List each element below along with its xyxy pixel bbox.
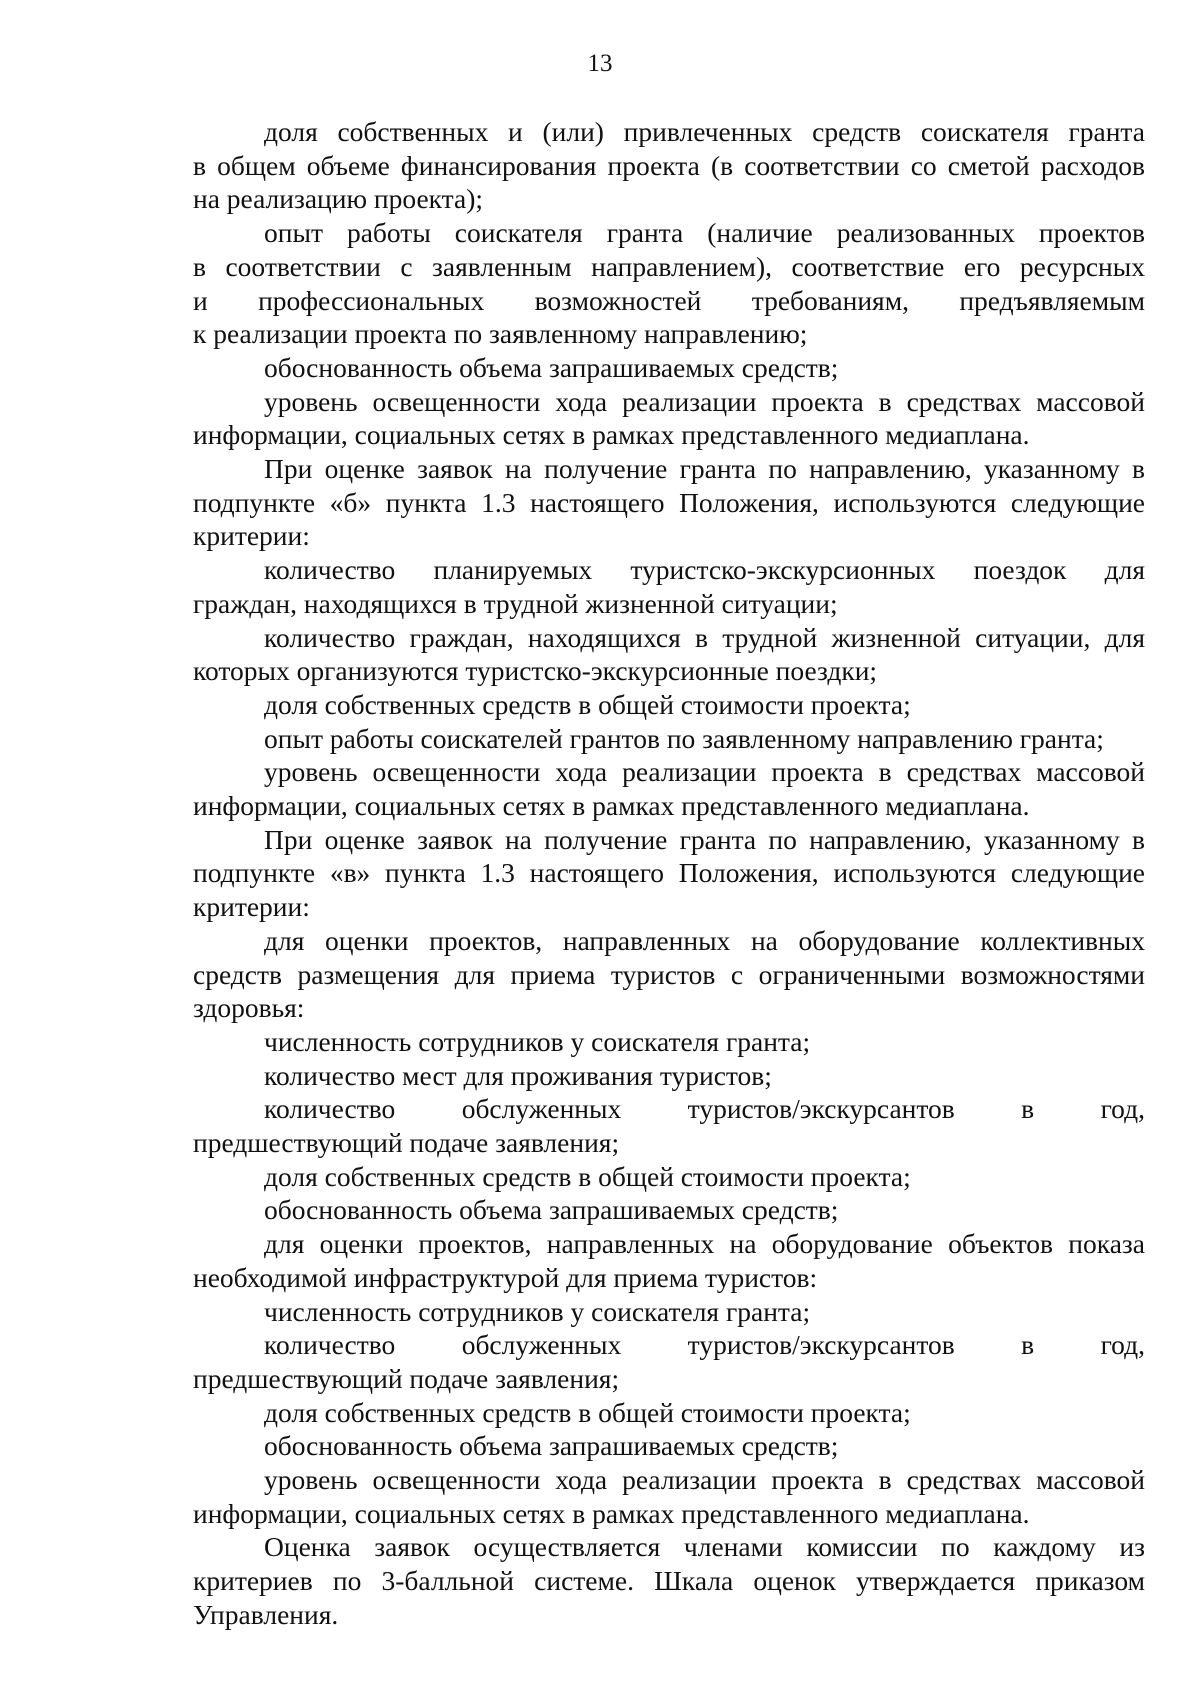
text-line: доля собственных средств в общей стоимости проекта; <box>264 688 911 720</box>
page-number: 13 <box>587 50 613 77</box>
text-line: подпункте «б» пункта 1.3 настоящего Положения, используются следующие <box>193 486 1145 518</box>
text-line: критерии: <box>193 891 310 923</box>
text-line: численность сотрудников у соискателя гранта; <box>264 1025 811 1057</box>
text-line: опыт работы соискателя гранта (наличие реализованных проектов <box>264 217 1145 249</box>
text-line: в общем объеме финансирования проекта (в соответствии со сметой расходов <box>193 149 1145 181</box>
text-line: к реализации проекта по заявленному направлению; <box>193 318 808 350</box>
text-line: уровень освещенности хода реализации проекта в средствах массовой <box>264 385 1145 417</box>
text-line: При оценке заявок на получение гранта по направлению, указанному в <box>264 823 1145 855</box>
text-line: При оценке заявок на получение гранта по направлению, указанному в <box>264 453 1145 484</box>
text-line: необходимой инфраструктурой для приема туристов: <box>193 1261 818 1293</box>
text-line: Управления. <box>193 1598 339 1630</box>
text-line: подпункте «в» пункта 1.3 настоящего Положения, используются следующие <box>193 857 1145 889</box>
text-line: средств размещения для приема туристов с ограниченными возможностями <box>193 958 1145 990</box>
text-line: предшествующий подаче заявления; <box>193 1127 620 1158</box>
text-line: на реализацию проекта); <box>193 183 484 215</box>
text-line: количество планируемых туристско-экскурсионных поездок для <box>264 554 1145 586</box>
text-line: информации, социальных сетях в рамках представленного медиаплана. <box>193 419 1030 451</box>
text-line: обоснованность объема запрашиваемых средств; <box>264 351 839 383</box>
text-line: здоровья: <box>193 992 305 1024</box>
text-line: Оценка заявок осуществляется членами комиссии по каждому из <box>264 1531 1145 1563</box>
text-line: численность сотрудников у соискателя гранта; <box>264 1295 811 1327</box>
text-line: количество граждан, находящихся в трудной жизненной ситуации, для <box>264 621 1145 653</box>
text-line: количество мест для проживания туристов; <box>264 1059 772 1091</box>
text-line: в соответствии с заявленным направлением), соответствие его ресурсных <box>193 250 1145 282</box>
text-line: которых организуются туристско-экскурсионные поездки; <box>193 655 878 687</box>
text-line: критериев по 3-балльной системе. Шкала оценок утверждается приказом <box>193 1565 1145 1597</box>
text-line: количество обслуженных туристов/экскурсантов в год, <box>264 1093 1145 1125</box>
text-line: доля собственных средств в общей стоимости проекта; <box>264 1160 911 1192</box>
text-line: доля собственных средств в общей стоимости проекта; <box>264 1396 911 1428</box>
text-line: информации, социальных сетях в рамках представленного медиаплана. <box>193 790 1030 821</box>
text-line: обоснованность объема запрашиваемых средств; <box>264 1430 839 1462</box>
text-line: доля собственных и (или) привлеченных средств соискателя гранта <box>264 116 1145 147</box>
text-line: опыт работы соискателей грантов по заявленному направлению гранта; <box>264 722 1104 754</box>
text-line: уровень освещенности хода реализации проекта в средствах массовой <box>264 1464 1145 1495</box>
text-line: обоснованность объема запрашиваемых средств; <box>264 1194 839 1226</box>
text-line: информации, социальных сетях в рамках представленного медиаплана. <box>193 1497 1030 1529</box>
text-line: и профессиональных возможностей требованиям, предъявляемым <box>193 284 1145 316</box>
text-line: предшествующий подаче заявления; <box>193 1362 620 1394</box>
text-line: уровень освещенности хода реализации проекта в средствах массовой <box>264 756 1145 788</box>
text-line: граждан, находящихся в трудной жизненной ситуации; <box>193 587 838 619</box>
text-line: для оценки проектов, направленных на оборудование объектов показа <box>264 1228 1145 1260</box>
text-line: критерии: <box>193 520 310 552</box>
text-line: количество обслуженных туристов/экскурсантов в год, <box>264 1329 1145 1361</box>
text-line: для оценки проектов, направленных на оборудование коллективных <box>264 924 1145 956</box>
